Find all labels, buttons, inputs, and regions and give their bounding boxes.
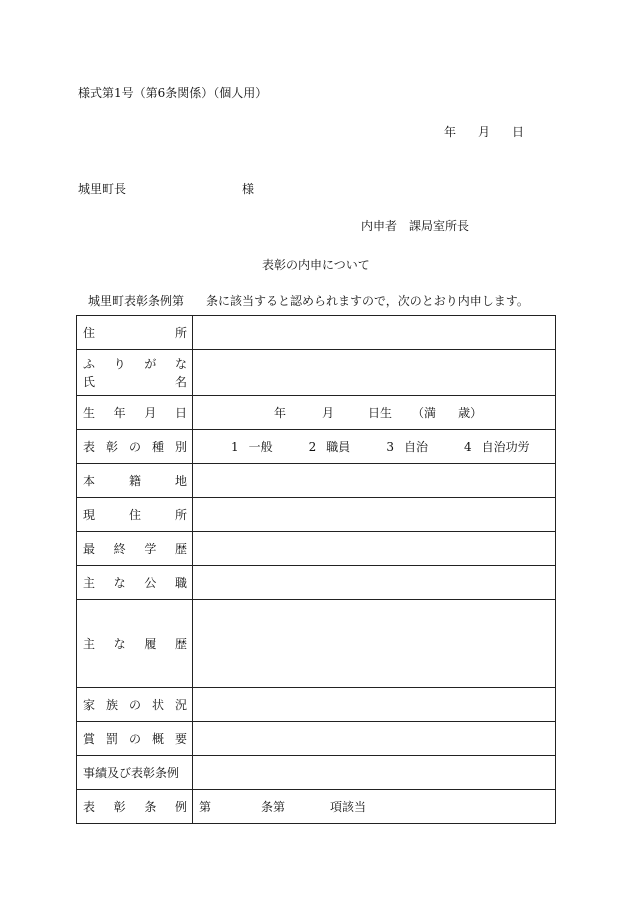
label-education (77, 532, 193, 566)
row-rewards (77, 722, 556, 756)
label-char: 地 (174, 474, 187, 488)
label-char: 例 (174, 800, 187, 814)
row-domicile (77, 464, 556, 498)
label-award-type (77, 430, 193, 464)
row-address (77, 316, 556, 350)
applicant-role: 内申者 (361, 219, 398, 233)
label-birth (77, 396, 193, 430)
label-char: が (144, 357, 157, 371)
row-name (77, 350, 556, 396)
label-char: な (174, 357, 187, 371)
label-rewards (77, 722, 193, 756)
option-2-number: 2 (308, 440, 317, 454)
row-birth (77, 396, 556, 430)
education-field[interactable] (193, 532, 556, 566)
label-char: 本 (83, 474, 96, 488)
domicile-field[interactable] (193, 464, 556, 498)
label-public-office (77, 566, 193, 600)
rewards-field[interactable] (193, 722, 556, 756)
date-month: 月 (478, 125, 491, 139)
label-char: 罰 (105, 732, 118, 746)
label-char: 況 (174, 698, 187, 712)
row-achievements (77, 756, 556, 790)
label-char: 日 (174, 406, 187, 420)
birth-month: 月 (322, 406, 335, 420)
form-number-label: 様式第1号（第6条関係）（個人用） (78, 86, 268, 100)
career-field[interactable] (193, 600, 556, 688)
label-char: 概 (151, 732, 164, 746)
birth-year: 年 (274, 406, 287, 420)
row-education (77, 532, 556, 566)
label-career (77, 600, 193, 688)
date-day: 日 (512, 125, 525, 139)
label-char: 表 (83, 800, 96, 814)
label-char: 名 (174, 375, 187, 389)
label-char: 住 (83, 326, 96, 340)
option-4-label[interactable]: 自治功労 (481, 440, 530, 454)
label-char: 住 (128, 508, 141, 522)
label-char: 籍 (128, 474, 141, 488)
label-char: 氏 (83, 375, 96, 389)
label-ordinance (77, 790, 193, 824)
applicant (361, 217, 469, 234)
birth-field[interactable] (193, 396, 556, 430)
row-current-address (77, 498, 556, 532)
name-field[interactable] (193, 350, 556, 396)
label-char: 状 (151, 698, 164, 712)
label-char: 年 (113, 406, 126, 420)
label-char: な (113, 576, 126, 590)
ordinance-dai: 第 (199, 800, 212, 814)
award-type-options (193, 430, 556, 464)
label-char: 現 (83, 508, 96, 522)
row-award-type (77, 430, 556, 464)
option-3-label[interactable]: 自治 (403, 440, 428, 454)
label-char: 条 (144, 800, 157, 814)
public-office-field[interactable] (193, 566, 556, 600)
row-family (77, 688, 556, 722)
document-title: 表彰の内申について (262, 258, 370, 272)
label-name (77, 350, 193, 396)
ordinance-item: 項該当 (330, 800, 367, 814)
label-char: ふ (83, 357, 96, 371)
label-char: の (128, 440, 141, 454)
label-char: の (128, 698, 141, 712)
row-ordinance (77, 790, 556, 824)
label-char: 別 (174, 440, 187, 454)
applicant-position: 課局室所長 (409, 219, 470, 233)
addressee (78, 180, 255, 197)
label-char: 族 (105, 698, 118, 712)
label-char: 履 (144, 637, 157, 651)
label-char: 要 (174, 732, 187, 746)
birth-day: 日生 (368, 406, 393, 420)
label-char: 種 (151, 440, 164, 454)
addressee-honorific: 様 (242, 182, 255, 196)
row-public-office (77, 566, 556, 600)
label-char: 職 (174, 576, 187, 590)
ordinance-article: 条第 (261, 800, 286, 814)
intro-after: 条に該当すると認められますので，次のとおり内申します。 (206, 294, 529, 308)
label-char: 主 (83, 576, 96, 590)
label-char: 家 (83, 698, 96, 712)
label-char: 彰 (113, 800, 126, 814)
date-year: 年 (444, 125, 457, 139)
label-char: 表 (83, 440, 96, 454)
option-1-label[interactable]: 一般 (248, 440, 273, 454)
label-char: 歴 (174, 637, 187, 651)
application-form-table (76, 315, 556, 824)
label-char: 賞 (83, 732, 96, 746)
label-char: 所 (174, 508, 187, 522)
ordinance-field[interactable] (193, 790, 556, 824)
addressee-name: 城里町長 (78, 182, 127, 196)
label-char: 月 (144, 406, 157, 420)
family-field[interactable] (193, 688, 556, 722)
row-career (77, 600, 556, 688)
label-char: 彰 (105, 440, 118, 454)
option-4-number: 4 (463, 440, 472, 454)
option-3-number: 3 (386, 440, 394, 454)
label-char: り (113, 357, 126, 371)
label-char: 学 (144, 542, 157, 556)
label-char: の (128, 732, 141, 746)
label-achievements (77, 756, 193, 790)
intro-before: 城里町表彰条例第 (88, 294, 185, 308)
label-char: 生 (83, 406, 96, 420)
achievements-label: 事績及び表彰条例 (83, 766, 180, 780)
label-char: な (113, 637, 126, 651)
label-family (77, 688, 193, 722)
label-char: 歴 (174, 542, 187, 556)
label-char: 公 (144, 576, 157, 590)
intro-sentence (88, 292, 529, 309)
date-line (444, 123, 524, 140)
label-domicile (77, 464, 193, 498)
address-field[interactable] (193, 316, 556, 350)
age-close: 歳） (458, 406, 483, 420)
label-current-address (77, 498, 193, 532)
label-char: 終 (113, 542, 126, 556)
label-char: 最 (83, 542, 96, 556)
label-char: 主 (83, 637, 96, 651)
achievements-field[interactable] (193, 756, 556, 790)
current-address-field[interactable] (193, 498, 556, 532)
label-char: 所 (174, 326, 187, 340)
label-address (77, 316, 193, 350)
age-open: （満 (412, 406, 437, 420)
option-2-label[interactable]: 職員 (326, 440, 351, 454)
option-1-number: 1 (231, 440, 239, 454)
